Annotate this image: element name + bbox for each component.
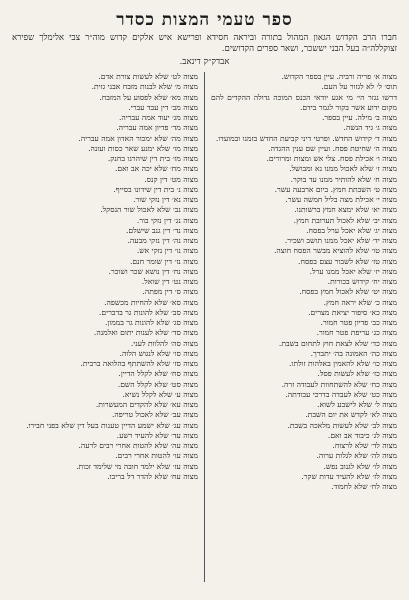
paragraph: מצוה עד׳ שלא להעיד רשע. — [116, 430, 198, 440]
paragraph: מצוה מח׳ שלא יכה אב ואם. — [114, 164, 198, 174]
paragraph: מצוה סד׳ שלא לענות יתום ואלמנה. — [93, 328, 198, 338]
paragraph: מצוה ע׳ שלא לקלל נשיא. — [122, 389, 198, 399]
paragraph: מצוה מה׳ שלא ימכור האדון אמה עבריה. — [78, 133, 198, 143]
paragraph: מצוה מז׳ בית דין שיהרגו בחנק. — [107, 154, 198, 163]
paragraph: מצוה לב׳ שלא לעשות מלאכה בשבת. — [287, 420, 397, 430]
paragraph: מצוה יט׳ שלא לאכול חמץ בפסח. — [299, 287, 397, 297]
paragraph: מצוה נד׳ דין גנב שישלם. — [126, 225, 198, 235]
paragraph: מצוה טז׳ שלא לשבור עצם בפסח. — [298, 256, 397, 266]
paragraph: מצוה לד׳ שלא לרצוח. — [332, 441, 397, 450]
paragraph: מצוה נה׳ דין נזקי מבעה. — [127, 236, 198, 245]
paragraph: מצוה כ׳ שלא יראה חמץ. — [323, 297, 397, 307]
paragraph: מצוה ב׳ מילה. עיין בספר. — [321, 113, 397, 122]
paragraph: מצוה א׳ פריה ורביה. עיין בספר הקדוש. — [281, 72, 397, 81]
left-column — [12, 72, 198, 582]
paragraph: מצוה י׳ אכילת מצה בליל חמשה עשר. — [285, 195, 397, 204]
paragraph: מצוה ה׳ שחיטת פסח. ועיין שם ענין ההגדה. — [268, 143, 397, 153]
paragraph: מצוה עז׳ שלא ילמד חובה מי שלימד זכות. — [76, 461, 198, 471]
paragraph: מצוה כז׳ שלא לעשות פסל. — [317, 369, 397, 379]
paragraph: מצוה לה׳ שלא לגלות ערוה. — [316, 451, 397, 461]
paragraph: מצוה נז׳ דין שומר חנם. — [129, 256, 198, 266]
paragraph: מצוה עח׳ שלא להדר דל בריבו. — [107, 471, 198, 481]
paragraph: מצוה לח׳ שלא לחמוד. — [331, 482, 397, 491]
paragraph: מצוה עו׳ להטות אחרי רבים. — [115, 451, 198, 461]
book-title: ספר טעמי המצות כסדר — [116, 10, 293, 30]
paragraph: מצוה כב׳ פדיון פטר חמור. — [320, 318, 397, 327]
paragraph: מצוה לט׳ שלא לעשות צורת אדם. — [98, 72, 198, 81]
paragraph: מצוה מט׳ דין קנס. — [144, 174, 198, 184]
paragraph: מצוה מו׳ שלא ימנע שאר כסות ועונה. — [88, 143, 198, 153]
paragraph: מצוה יז׳ שלא יאכל ממנו ערל. — [309, 266, 397, 276]
paragraph: מצוה מא׳ שלא לפסוע על המזבח. — [99, 92, 198, 102]
paragraph: מצוה ג׳ גיד הנשה. — [343, 123, 397, 133]
paragraph: מצוה סט׳ שלא לקלל השם. — [117, 379, 198, 389]
paragraph: מצוה מ׳ שלא לבנות מזבח אבני גזית. — [91, 82, 198, 92]
paragraph: מצוה נא׳ דין נזקי שור. — [133, 195, 198, 204]
paragraph: מצוה כה׳ האמונה בה׳ יתברך. — [310, 348, 397, 358]
paragraph: מצוה יח׳ קידוש בכורות. — [327, 277, 397, 286]
paragraph: מצוה עא׳ שלא להקדים המעשרות. — [95, 400, 198, 409]
paragraph: מצוה לג׳ כיבוד אב ואם. — [327, 430, 397, 440]
paragraph: מצוה סא׳ שלא להחיות מכשפה. — [104, 297, 198, 307]
paragraph: מצוה סב׳ שלא להונות גר בדברים. — [98, 307, 198, 317]
paragraph: מצוה ט׳ השבתת חמץ. ביום ארבעה עשר. — [274, 184, 397, 194]
paragraph: מצוה סג׳ שלא להונות גר בממון. — [104, 318, 198, 327]
column-divider — [204, 72, 205, 582]
paragraph: מצוה סז׳ שלא להשתתף בהלואה ברבית. — [80, 359, 198, 368]
paragraph: מצוה נט׳ דין שואל. — [141, 277, 198, 286]
paragraph: מצוה עה׳ שלא להטות אחרי רבים לרעה. — [78, 441, 198, 450]
paragraph: מצוה לז׳ שלא להעיד עדות שקר. — [301, 471, 397, 481]
paragraph: מצוה עב׳ שלא לאכול טריפה. — [111, 410, 198, 420]
paragraph: דרשו נגזר הי׳ מי אגע יודאי הכנס המוכה גדולה ההקדים להם מקום ידוע אשר בקור לגמר בידם. — [211, 92, 397, 112]
paragraph: מצוה נו׳ דין נזקי אש. — [136, 246, 198, 256]
paragraph: מצוה לו׳ שלא לגנוב נפש. — [323, 461, 397, 471]
paragraph: מצוה נח׳ דין נושא שכר ושוכר. — [108, 266, 198, 276]
paragraph: מצוה כח׳ שלא להשתחוות לעבודה זרה. — [281, 379, 397, 389]
paragraph: מצוה כא׳ סיפור יציאת מצרים. — [308, 307, 397, 317]
right-column — [211, 72, 397, 582]
paragraph: מצוה לא׳ לקדש את יום השבת. — [305, 410, 397, 420]
paragraph: מצוה ז׳ שלא לאכול ממנו נא ומבושל. — [289, 164, 397, 174]
paragraph: תוס׳ ל׳ לא לגזור על העם. — [321, 82, 397, 92]
paragraph: מצוה יד׳ שלא יאכל ממנו תושב ושכיר. — [284, 236, 397, 245]
paragraph: מצוה ס׳ דין מפתה. — [142, 287, 198, 297]
paragraph: מצוה נב׳ שלא לאכול שור הנסקל. — [100, 205, 198, 215]
paragraph: מצוה סח׳ שלא לקלל הדיין. — [118, 369, 198, 379]
paragraph: מצוה ד׳ קידוש החדש. ופרטי דיני קביעת החדש בזמנו ובמועדו. — [215, 133, 397, 143]
paragraph: מצוה מב׳ דין עבד עברי. — [128, 102, 198, 112]
paragraph: מצוה יא׳ שלא ימצא חמץ ברשותנו. — [294, 205, 397, 215]
paragraph: מצוה סו׳ שלא לנגוש הלוה. — [119, 348, 198, 358]
paragraph: מצוה נ׳ בית דין שידונו בסייף. — [113, 184, 198, 194]
paragraph: מצוה מד׳ פדיון אמה עבריה. — [116, 123, 198, 133]
paragraph: מצוה נג׳ דין נזקי בור. — [136, 215, 198, 225]
paragraph: מצוה כט׳ שלא לעבדה בדרכי עבודתה. — [285, 389, 397, 399]
text-columns — [12, 72, 397, 582]
paragraph: מצוה יב׳ שלא לאכול תערובת חמץ. — [293, 215, 397, 225]
paragraph: מצוה ח׳ שלא להותיר ממנו עד בוקר. — [290, 174, 397, 184]
paragraph: מצוה ל׳ שלא לישבע לשוא. — [317, 400, 397, 409]
paragraph: מצוה כו׳ שלא להאמין באלהות זולתו. — [289, 359, 397, 368]
paragraph: מצוה כג׳ עריפת פטר חמור. — [316, 328, 397, 338]
paragraph: מצוה ו׳ אכילת פסח. צלי אש ומצות ומרורים. — [266, 154, 397, 163]
paragraph: מצוה כד׳ שלא לצאת חוץ לתחום בשבת. — [278, 338, 397, 348]
author-line: אבדק״ק דינאב. — [179, 57, 230, 67]
intro-paragraph: חברו הרב הקדוש הגאון המהול בתורה וביראה חסידא ופרישא איש אלקים קדוש מוה״ר צבי אלימלך שפירא זצוקללה״ה בעל הבני יששכר, ושאר ספרים הקדושים. — [12, 33, 397, 54]
paragraph: מצוה טו׳ שלא להוציא מבשר הפסח חוצה. — [273, 246, 397, 256]
paragraph: מצוה עג׳ שלא ישמע הדיין טענות בעל דין שלא בפני חבירו. — [26, 420, 198, 430]
paragraph: מצוה יג׳ שלא יאכל ערל בפסח. — [306, 225, 397, 235]
paragraph: מצוה סה׳ להלוות לעני. — [130, 338, 198, 348]
paragraph: מצוה מג׳ יעוד אמה עבריה. — [119, 113, 198, 122]
